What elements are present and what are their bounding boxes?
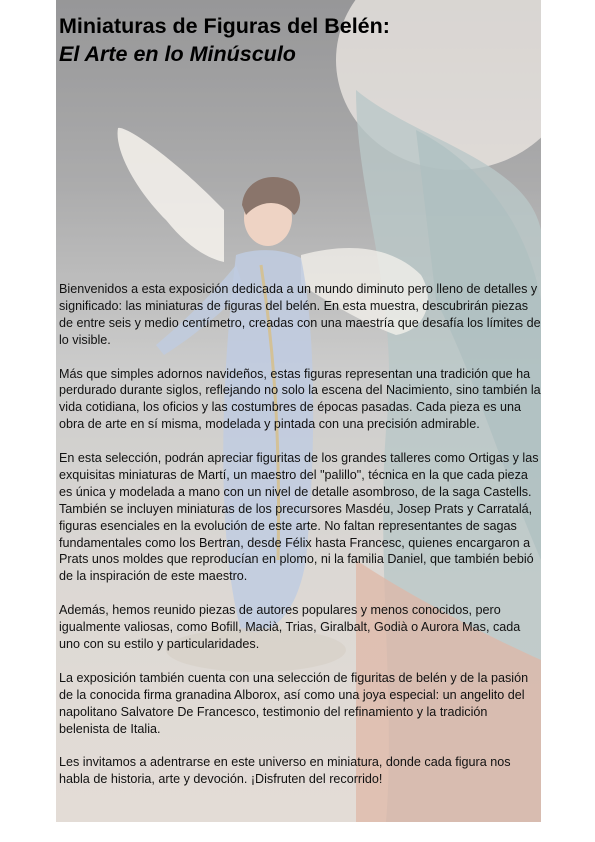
paragraph-alborox: La exposición también cuenta con una selección de figuritas de belén y de la pasión de la conocida firma granadina Alborox, así como una joya especial: un angelito del napolitano Salvatore De Francesco, testimonio del refinamiento y la tradición belenista de Italia. xyxy=(59,670,529,736)
paragraph-welcome: Bienvenidos a esta exposición dedicada a un mundo diminuto pero lleno de detalles y significado: las miniaturas de figuras del belén. En esta muestra, descubrirán piezas de entre seis y medio centímetro, creadas con una maestría que desafía los límites de lo visible. xyxy=(59,282,541,347)
page-title xyxy=(59,12,390,68)
paragraph-invitation: Les invitamos a adentrarse en este universo en miniatura, donde cada figura nos habla de historia, arte y devoción. ¡Disfruten del recorrido! xyxy=(59,755,511,787)
paragraph-tradition: Más que simples adornos navideños, estas figuras representan una tradición que ha perdurado durante siglos, reflejando no solo la escena del Nacimiento, sino también la vida cotidiana, los oficios y las costumbres de épocas pasadas. Cada pieza es una obra de arte en sí misma, modelada y pintada con una precisión admirable. xyxy=(59,366,541,432)
paragraph-authors: Además, hemos reunido piezas de autores populares y menos conocidos, pero igualmente valiosas, como Bofill, Macià, Trias, Giralbalt, Godià o Aurora Mas, cada uno con su estilo y particularidades. xyxy=(59,603,521,651)
poster-panel xyxy=(56,0,541,822)
paragraph-workshops: En esta selección, podrán apreciar figuritas de los grandes talleres como Ortigas y las exquisitas miniaturas de Martí, un maestro del "palillo", técnica en la que cada pieza es única y modelada a mano con un nivel de detalle asombroso, de la saga Castells. También se incluyen miniaturas de los precursores Masdéu, Josep Prats y Carratalá, figuras esenciales en la evolución de este arte. No faltan representantes de sagas fundamentales como los Bertran, desde Félix hasta Francesc, quienes encargaron a Prats unos moldes que reproducían en plomo, ni la familia Daniel, que también bebió de la inspiración de este maestro. xyxy=(59,451,539,584)
title-subtitle: El Arte en lo Minúsculo xyxy=(59,42,296,66)
title-main: Miniaturas de Figuras del Belén: xyxy=(59,14,390,38)
exhibition-text xyxy=(59,281,541,805)
